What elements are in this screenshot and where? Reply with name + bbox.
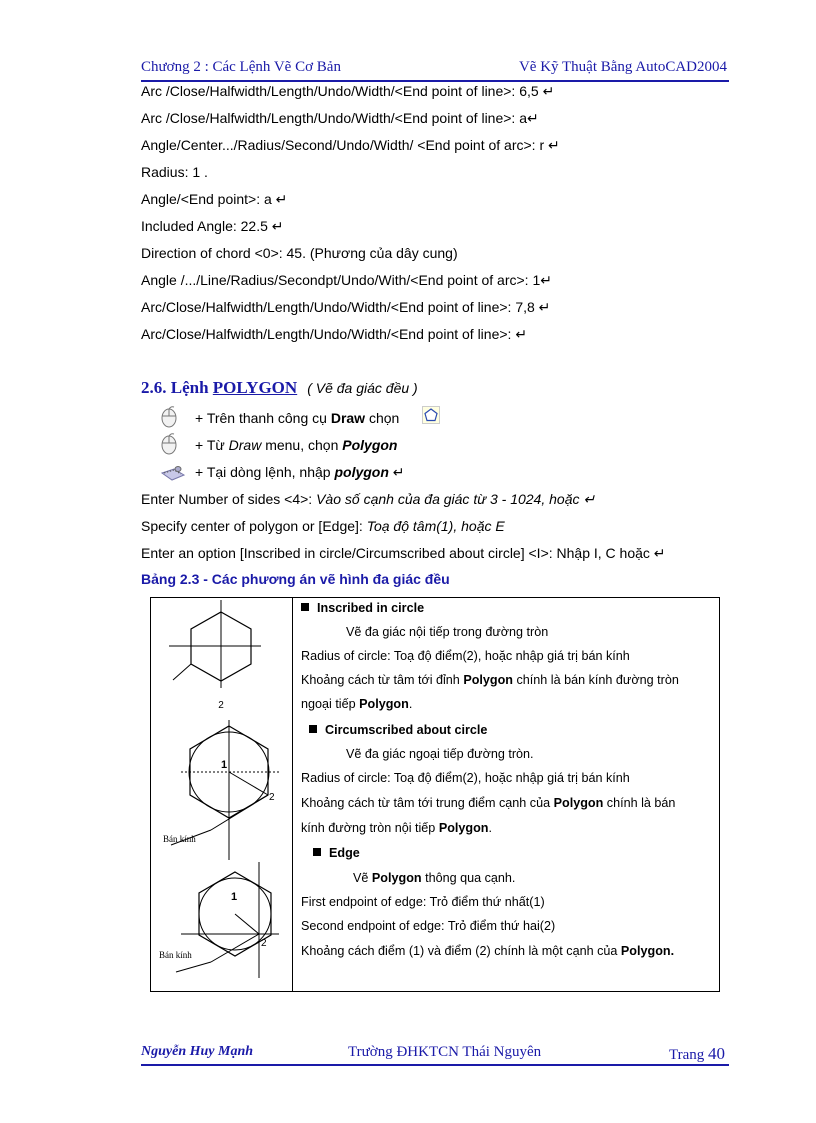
prompt-line: Enter Number of sides <4>: Vào số cạnh của đa giác từ 3 - 1024, hoặc ↵ [141,491,596,507]
polygon-command-link[interactable]: POLYGON [212,378,298,397]
fig3-label-bankinh: Bán kính [159,950,192,960]
edge-first: First endpoint of edge: Trỏ điểm thứ nhất(1) [301,895,545,909]
inscribed-radius: Radius of circle: Toạ độ điểm(2), hoặc nhập giá trị bán kính [301,649,630,663]
circumscribed-desc: Vẽ đa giác ngoại tiếp đường tròn. [346,747,534,761]
section-subtitle: ( Vẽ đa giác đều ) [307,380,418,396]
cmd-line: Arc/Close/Halfwidth/Length/Undo/Width/<End point of line>: ↵ [141,326,528,342]
section-heading [141,378,418,398]
method-commandline: + Tại dòng lệnh, nhập polygon ↵ [195,464,405,480]
circumscribed-title: Circumscribed about circle [309,723,487,737]
mouse-icon [159,406,179,428]
school-name: Trường ĐHKTCN Thái Nguyên [348,1044,542,1060]
fig3-label-2: 2 [261,938,267,949]
circumscribed-note-1: Khoảng cách từ tâm tới trung điểm cạnh của Polygon chính là bán [301,796,676,810]
inscribed-polygon-figure [151,600,291,718]
prompt-line: Enter an option [Inscribed in circle/Circumscribed about circle] <I>: Nhập I, C hoặc ↵ [141,545,666,561]
method-toolbar: + Trên thanh công cụ Draw chọn [195,410,400,426]
fig3-label-1: 1 [231,891,238,903]
polygon-options-table [150,597,720,992]
method-menu: + Từ Draw menu, chọn Polygon [195,437,398,453]
fig1-label-2: 2 [218,700,224,711]
section-number: 2.6. Lệnh [141,378,213,397]
edge-desc: Vẽ Polygon thông qua cạnh. [353,871,516,885]
mouse-icon [159,433,179,455]
cmd-line: Arc/Close/Halfwidth/Length/Undo/Width/<End point of line>: 7,8 ↵ [141,299,551,315]
cmd-line: Angle/<End point>: a ↵ [141,191,288,207]
inscribed-desc: Vẽ đa giác nội tiếp trong đường tròn [346,625,549,639]
edge-title: Edge [313,846,360,860]
fig2-label-bankinh: Bán kính [163,834,196,844]
chapter-title: Chương 2 : Các Lệnh Vẽ Cơ Bản [141,59,341,75]
edge-second: Second endpoint of edge: Trỏ điểm thứ hai(2) [301,919,556,933]
edge-note: Khoảng cách điểm (1) và điểm (2) chính là một cạnh của Polygon. [301,944,675,958]
circumscribed-note-2: kính đường tròn nội tiếp Polygon. [301,821,492,835]
cmd-line: Included Angle: 22.5 ↵ [141,218,284,234]
circumscribed-polygon-figure [151,720,291,860]
polygon-tool-icon[interactable] [422,406,440,424]
page-header [141,56,729,82]
table-caption: Bảng 2.3 - Các phương án vẽ hình đa giác đều [141,571,450,587]
cmd-line: Arc /Close/Halfwidth/Length/Undo/Width/<End point of line>: a↵ [141,110,539,126]
inscribed-note-1: Khoảng cách từ tâm tới đỉnh Polygon chính là bán kính đường tròn [301,673,679,687]
page-number: Trang 40 [668,1044,725,1063]
inscribed-note-2: ngoại tiếp Polygon. [301,697,413,711]
cmd-line: Arc /Close/Halfwidth/Length/Undo/Width/<End point of line>: 6,5 ↵ [141,83,555,99]
prompt-line: Specify center of polygon or [Edge]: Toạ độ tâm(1), hoặc E [141,518,505,534]
table-divider [292,598,293,991]
book-title: Vẽ Kỹ Thuật Bằng AutoCAD2004 [518,59,727,75]
cmd-line: Direction of chord <0>: 45. (Phương của dây cung) [141,245,458,261]
fig2-label-1: 1 [221,759,228,771]
edge-polygon-figure [151,862,291,978]
fig2-label-2: 2 [269,792,275,803]
cmd-line: Angle /.../Line/Radius/Secondpt/Undo/With/<End point of arc>: 1↵ [141,272,552,288]
cmd-line: Radius: 1 . [141,164,208,180]
page-footer [141,1040,729,1066]
circumscribed-radius: Radius of circle: Toạ độ điểm(2), hoặc nhập giá trị bán kính [301,771,630,785]
cmd-line: Angle/Center.../Radius/Second/Undo/Width/ <End point of arc>: r ↵ [141,137,560,153]
inscribed-title: Inscribed in circle [301,601,424,615]
author-name: Nguyễn Huy Mạnh [141,1044,254,1059]
keyboard-icon [160,463,186,483]
